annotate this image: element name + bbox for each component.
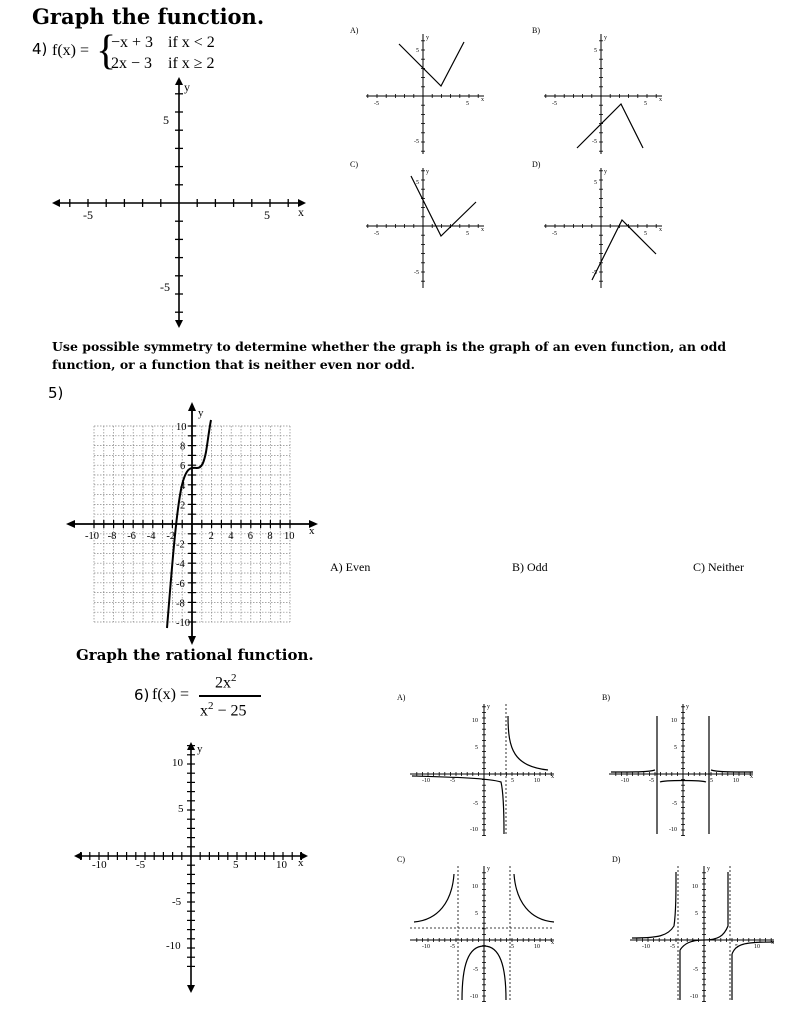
brace-icon: { bbox=[96, 28, 117, 74]
y-tick-label: -5 bbox=[160, 280, 170, 294]
tick-label: 10 bbox=[754, 944, 760, 950]
piece1-cond: if x < 2 bbox=[168, 34, 215, 51]
function-lhs: f(x) = bbox=[52, 42, 90, 59]
y-tick-label: -2 bbox=[176, 539, 185, 551]
y-tick-label: -4 bbox=[176, 559, 185, 571]
choice-d-label[interactable]: D) bbox=[532, 160, 541, 169]
choice-a-label[interactable]: A) bbox=[397, 693, 406, 702]
numerator: $2x^2$ bbox=[215, 672, 237, 692]
piece2-expr: 2x − 3 bbox=[111, 55, 153, 72]
tick-label: 5 bbox=[416, 180, 419, 186]
tick-label: 5 bbox=[511, 778, 514, 784]
x-tick-label: 6 bbox=[247, 531, 254, 542]
choice-b-label[interactable]: B) bbox=[602, 693, 610, 702]
tick-label: -5 bbox=[473, 801, 478, 807]
y-axis-label: y bbox=[197, 743, 203, 755]
tick-label: -10 bbox=[422, 778, 430, 784]
tick-label: 5 bbox=[511, 944, 514, 950]
y-tick-label: -10 bbox=[176, 618, 190, 629]
tick-label: -5 bbox=[374, 231, 379, 237]
choice-b-graph[interactable] bbox=[540, 30, 666, 158]
choice-a-graph[interactable] bbox=[408, 700, 558, 840]
y-axis-label: y bbox=[487, 704, 490, 710]
y-axis-label: y bbox=[604, 35, 607, 41]
x-tick-label: 5 bbox=[264, 208, 270, 222]
x-tick-label: 8 bbox=[267, 531, 273, 542]
blank-graph-6 bbox=[72, 740, 312, 996]
symmetry-graph-5 bbox=[64, 400, 322, 646]
tick-label: 5 bbox=[475, 911, 478, 917]
choice-d-graph[interactable] bbox=[628, 862, 778, 1006]
heading-graph-function: Graph the function. bbox=[32, 4, 265, 29]
symmetry-instructions: Use possible symmetry to determine whether the graph is the graph of an even function, an odd function, or a function that is neither even nor odd. bbox=[52, 339, 727, 372]
blank-graph-4 bbox=[50, 75, 310, 330]
y-axis-label: y bbox=[426, 169, 429, 175]
tick-label: 5 bbox=[466, 101, 469, 107]
piece1-expr: −x + 3 bbox=[111, 34, 154, 51]
y-tick-label: -10 bbox=[166, 940, 181, 952]
tick-label: -5 bbox=[450, 778, 455, 784]
problem-number-4: 4) bbox=[32, 40, 48, 58]
y-tick-label: 5 bbox=[178, 803, 184, 815]
y-tick-label: 4 bbox=[180, 480, 186, 492]
y-tick-label: -8 bbox=[176, 598, 185, 610]
choice-c-label[interactable]: C) bbox=[350, 160, 358, 169]
x-axis-label: x bbox=[298, 205, 304, 219]
tick-label: -10 bbox=[642, 944, 650, 950]
y-axis-label: y bbox=[184, 80, 190, 94]
x-tick-label: -8 bbox=[107, 531, 117, 542]
tick-label: 5 bbox=[735, 944, 738, 950]
choice-c-graph[interactable] bbox=[408, 862, 558, 1006]
x-axis-label: x bbox=[659, 227, 662, 233]
x-tick-label: -6 bbox=[127, 531, 136, 542]
x-axis-label: x bbox=[750, 774, 753, 780]
y-axis-label: y bbox=[487, 866, 490, 872]
x-tick-label: -2 bbox=[166, 531, 176, 542]
tick-label: -5 bbox=[592, 270, 597, 276]
tick-label: 5 bbox=[695, 911, 698, 917]
tick-label: 5 bbox=[644, 101, 647, 107]
tick-label: 10 bbox=[472, 718, 478, 724]
y-axis-label: y bbox=[198, 407, 204, 419]
tick-label: -5 bbox=[552, 101, 557, 107]
function-lhs: f(x) = bbox=[152, 686, 190, 703]
y-axis-label: y bbox=[426, 35, 429, 41]
tick-label: 5 bbox=[466, 231, 469, 237]
tick-label: 5 bbox=[674, 745, 677, 751]
tick-label: 10 bbox=[671, 718, 677, 724]
choice-d-graph[interactable] bbox=[540, 164, 666, 292]
x-axis-label: x bbox=[481, 227, 484, 233]
choice-even[interactable]: A) Even bbox=[330, 560, 371, 574]
x-tick-label: 10 bbox=[276, 859, 287, 871]
tick-label: -10 bbox=[621, 778, 629, 784]
tick-label: -10 bbox=[470, 994, 478, 1000]
tick-label: -5 bbox=[670, 944, 675, 950]
x-tick-label: -10 bbox=[85, 531, 99, 542]
x-axis-label: x bbox=[298, 857, 304, 869]
choice-neither[interactable]: C) Neither bbox=[693, 560, 744, 574]
choice-c-graph[interactable] bbox=[362, 164, 488, 292]
heading-rational-function: Graph the rational function. bbox=[76, 646, 314, 664]
tick-label: -5 bbox=[672, 801, 677, 807]
fraction-bar bbox=[199, 695, 261, 697]
tick-label: 5 bbox=[710, 778, 713, 784]
y-axis-label: y bbox=[707, 866, 710, 872]
y-tick-label: -6 bbox=[176, 578, 185, 590]
x-tick-label: 5 bbox=[233, 859, 239, 871]
choice-b-label[interactable]: B) bbox=[532, 26, 540, 35]
x-axis-label: x bbox=[551, 940, 554, 946]
y-tick-label: -5 bbox=[172, 896, 182, 908]
tick-label: 10 bbox=[534, 778, 540, 784]
tick-label: -5 bbox=[374, 101, 379, 107]
x-tick-label: 10 bbox=[284, 531, 295, 542]
tick-label: -5 bbox=[473, 967, 478, 973]
x-tick-label: 4 bbox=[228, 531, 234, 542]
y-tick-label: 8 bbox=[180, 441, 186, 453]
problem-number-5: 5) bbox=[48, 384, 64, 402]
tick-label: -5 bbox=[592, 139, 597, 145]
tick-label: -5 bbox=[414, 139, 419, 145]
choice-b-graph[interactable] bbox=[607, 700, 757, 840]
tick-label: -10 bbox=[470, 827, 478, 833]
tick-label: -10 bbox=[690, 994, 698, 1000]
tick-label: -5 bbox=[450, 944, 455, 950]
choice-a-label[interactable]: A) bbox=[350, 26, 359, 35]
tick-label: 5 bbox=[594, 48, 597, 54]
y-tick-label: 2 bbox=[180, 500, 186, 512]
x-tick-label: -5 bbox=[136, 859, 146, 871]
problem-number-6: 6) bbox=[134, 686, 150, 704]
x-axis-label: x bbox=[309, 525, 315, 537]
tick-label: -5 bbox=[552, 231, 557, 237]
tick-label: -5 bbox=[649, 778, 654, 784]
tick-label: 5 bbox=[644, 231, 647, 237]
y-tick-label: 6 bbox=[180, 461, 186, 473]
x-axis-label: x bbox=[481, 97, 484, 103]
y-tick-label: 10 bbox=[176, 422, 187, 433]
denominator: $x^2 - 25$ bbox=[200, 700, 247, 720]
x-axis-label: x bbox=[551, 774, 554, 780]
choice-odd[interactable]: B) Odd bbox=[512, 560, 548, 574]
tick-label: 5 bbox=[594, 180, 597, 186]
choice-a-graph[interactable] bbox=[362, 30, 488, 158]
piece2-cond: if x ≥ 2 bbox=[168, 55, 215, 72]
choice-c-label[interactable]: C) bbox=[397, 855, 405, 864]
tick-label: 5 bbox=[416, 48, 419, 54]
tick-label: 10 bbox=[472, 884, 478, 890]
x-tick-label: 2 bbox=[208, 531, 214, 542]
choice-d-label[interactable]: D) bbox=[612, 855, 621, 864]
tick-label: 10 bbox=[692, 884, 698, 890]
tick-label: 10 bbox=[534, 944, 540, 950]
y-tick-label: 5 bbox=[163, 113, 169, 127]
y-tick-label: 10 bbox=[172, 757, 183, 769]
x-tick-label: -4 bbox=[146, 531, 156, 542]
x-axis-label: x bbox=[659, 97, 662, 103]
y-axis-label: y bbox=[686, 704, 689, 710]
tick-label: -5 bbox=[414, 270, 419, 276]
tick-label: 5 bbox=[475, 745, 478, 751]
x-tick-label: -5 bbox=[83, 208, 93, 222]
y-axis-label: y bbox=[604, 169, 607, 175]
tick-label: -10 bbox=[669, 827, 677, 833]
tick-label: 10 bbox=[733, 778, 739, 784]
x-tick-label: -10 bbox=[92, 859, 107, 871]
tick-label: -5 bbox=[693, 967, 698, 973]
x-axis-label: x bbox=[771, 940, 774, 946]
tick-label: -10 bbox=[422, 944, 430, 950]
